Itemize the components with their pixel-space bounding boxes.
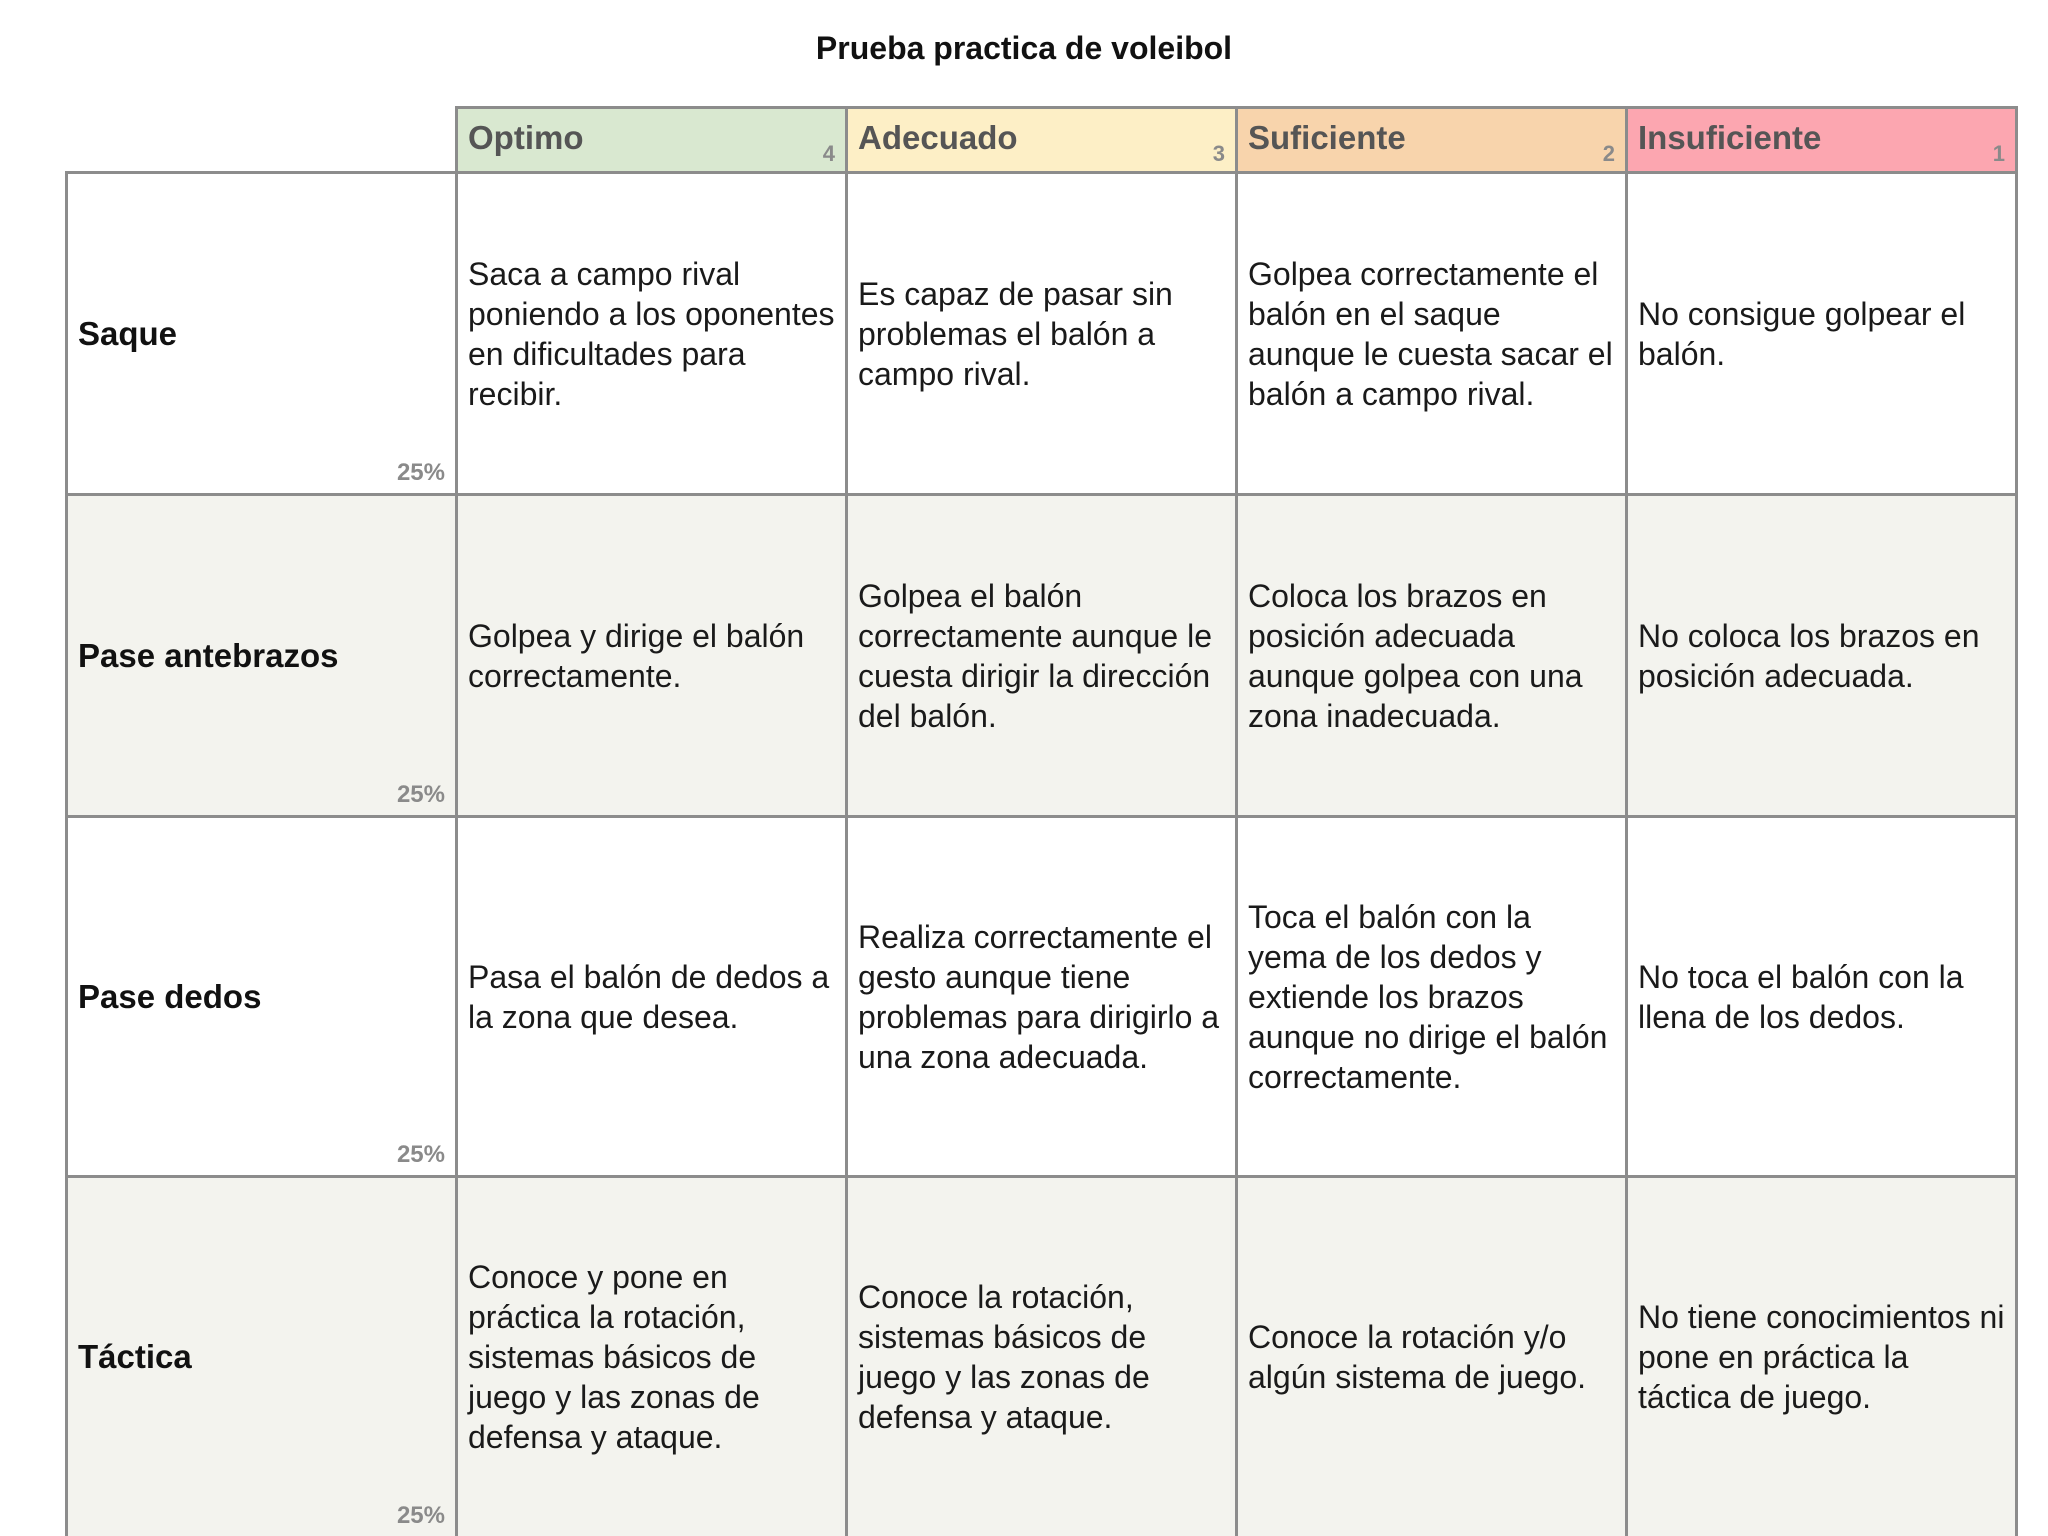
description-cell: Golpea el balón correctamente aunque le cuesta dirigir la dirección del balón. <box>847 495 1237 817</box>
level-header-optimo <box>457 108 847 173</box>
criterion-row-tactica <box>67 1177 2017 1536</box>
corner-cell <box>67 108 457 173</box>
description-cell: No coloca los brazos en posición adecuada. <box>1627 495 2017 817</box>
level-score: 1 <box>1992 141 2005 166</box>
level-score: 4 <box>822 141 835 166</box>
description-cell: No toca el balón con la llena de los dedos. <box>1627 817 2017 1177</box>
page-title: Prueba practica de voleibol <box>815 30 1233 66</box>
level-label: Optimo <box>468 119 584 156</box>
rubric-table <box>65 106 2018 1536</box>
description-cell: Golpea y dirige el balón correctamente. <box>457 495 847 817</box>
criterion-weight: 25% <box>396 1141 445 1168</box>
level-score: 2 <box>1602 141 1615 166</box>
criterion-cell <box>67 495 457 817</box>
description-cell: Pasa el balón de dedos a la zona que desea. <box>457 817 847 1177</box>
criterion-name: Pase antebrazos <box>78 636 339 674</box>
criterion-name: Táctica <box>78 1338 192 1375</box>
level-label: Insuficiente <box>1638 119 1822 156</box>
description-cell: Es capaz de pasar sin problemas el balón a campo rival. <box>847 173 1237 495</box>
criterion-row-pase-dedos <box>67 817 2017 1177</box>
description-cell: Realiza correctamente el gesto aunque tiene problemas para dirigirlo a una zona adecuada. <box>847 817 1237 1177</box>
criterion-cell <box>67 1177 457 1536</box>
level-header-insuficiente <box>1627 108 2017 173</box>
description-cell: No tiene conocimientos ni pone en práctica la táctica de juego. <box>1627 1177 2017 1536</box>
description-cell: Golpea correctamente el balón en el saque aunque le cuesta sacar el balón a campo rival. <box>1237 173 1627 495</box>
level-label: Adecuado <box>858 119 1018 156</box>
level-score: 3 <box>1212 141 1225 166</box>
criterion-name: Pase dedos <box>78 977 262 1015</box>
criterion-weight: 25% <box>396 781 445 808</box>
criterion-name: Saque <box>78 314 178 352</box>
criterion-weight: 25% <box>396 459 445 486</box>
criterion-weight: 25% <box>396 1502 445 1529</box>
criterion-cell <box>67 817 457 1177</box>
criterion-row-pase-antebrazos <box>67 495 2017 817</box>
description-cell: No consigue golpear el balón. <box>1627 173 2017 495</box>
criterion-cell <box>67 173 457 495</box>
description-cell: Conoce la rotación y/o algún sistema de juego. <box>1237 1177 1627 1536</box>
description-cell: Saca a campo rival poniendo a los oponentes en dificultades para recibir. <box>457 173 847 495</box>
description-cell: Conoce y pone en práctica la rotación, sistemas básicos de juego y las zonas de defensa y ataque. <box>457 1177 847 1536</box>
description-cell: Conoce la rotación, sistemas básicos de juego y las zonas de defensa y ataque. <box>847 1177 1237 1536</box>
level-header-row <box>67 108 2017 173</box>
level-header-suficiente <box>1237 108 1627 173</box>
description-cell: Toca el balón con la yema de los dedos y extiende los brazos aunque no dirige el balón correctamente. <box>1237 817 1627 1177</box>
level-label: Suficiente <box>1248 119 1406 156</box>
criterion-row-saque <box>67 173 2017 495</box>
description-cell: Coloca los brazos en posición adecuada aunque golpea con una zona inadecuada. <box>1237 495 1627 817</box>
level-header-adecuado <box>847 108 1237 173</box>
